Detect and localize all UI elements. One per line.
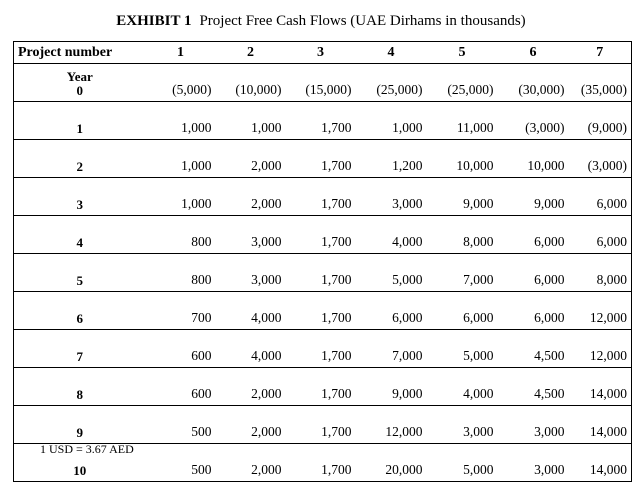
cash-flow-cell: 1,000 — [146, 102, 216, 140]
cash-flow-cell: 3,000 — [427, 406, 498, 444]
cash-flow-cell: (3,000) — [498, 102, 569, 140]
cash-flow-cell: 1,700 — [286, 140, 356, 178]
year-cell — [14, 254, 146, 292]
project-header-7: 7 — [569, 42, 632, 64]
year-cell — [14, 330, 146, 368]
cash-flow-cell: 1,000 — [356, 102, 427, 140]
cash-flow-cell: 1,700 — [286, 178, 356, 216]
cash-flow-cell: 14,000 — [569, 444, 632, 482]
cash-flow-table — [13, 41, 632, 482]
cash-flow-cell: 800 — [146, 216, 216, 254]
cash-flow-cell: 1,700 — [286, 368, 356, 406]
cash-flow-cell: 3,000 — [216, 216, 286, 254]
cash-flow-cell: 12,000 — [569, 330, 632, 368]
year-cell — [14, 216, 146, 254]
cash-flow-cell: 500 — [146, 444, 216, 482]
cash-flow-cell: 5,000 — [427, 444, 498, 482]
year-value: 3 — [76, 197, 83, 212]
cash-flow-cell: 3,000 — [216, 254, 286, 292]
cash-flow-cell: 6,000 — [427, 292, 498, 330]
year-cell — [14, 102, 146, 140]
project-header-3: 3 — [286, 42, 356, 64]
year-cell — [14, 292, 146, 330]
header-row — [14, 42, 632, 64]
cash-flow-cell: 6,000 — [569, 216, 632, 254]
cash-flow-cell: 2,000 — [216, 444, 286, 482]
exhibit-title — [0, 13, 642, 30]
year-value: 7 — [76, 349, 83, 364]
cash-flow-cell: (30,000) — [498, 64, 569, 102]
cash-flow-cell: 9,000 — [427, 178, 498, 216]
table-row — [14, 102, 632, 140]
cash-flow-cell: 14,000 — [569, 368, 632, 406]
cash-flow-cell: 1,200 — [356, 140, 427, 178]
cash-flow-cell: 12,000 — [569, 292, 632, 330]
cash-flow-cell: 2,000 — [216, 140, 286, 178]
cash-flow-cell: (25,000) — [356, 64, 427, 102]
cash-flow-cell: 5,000 — [356, 254, 427, 292]
exhibit-caption: Project Free Cash Flows (UAE Dirhams in thousands) — [199, 13, 526, 29]
year-value: 6 — [76, 311, 83, 326]
cash-flow-cell: 3,000 — [498, 406, 569, 444]
cash-flow-cell: 14,000 — [569, 406, 632, 444]
cash-flow-cell: 4,000 — [216, 292, 286, 330]
cash-flow-cell: 6,000 — [356, 292, 427, 330]
project-header-2: 2 — [216, 42, 286, 64]
cash-flow-cell: 12,000 — [356, 406, 427, 444]
table-row — [14, 330, 632, 368]
table-row — [14, 292, 632, 330]
cash-flow-cell: 1,700 — [286, 216, 356, 254]
cash-flow-cell: 9,000 — [498, 178, 569, 216]
cash-flow-cell: (5,000) — [146, 64, 216, 102]
table-row — [14, 178, 632, 216]
cash-flow-cell: 1,700 — [286, 330, 356, 368]
project-header-4: 4 — [356, 42, 427, 64]
cash-flow-cell: 1,700 — [286, 254, 356, 292]
cash-flow-cell: 2,000 — [216, 368, 286, 406]
year-cell — [14, 368, 146, 406]
cash-flow-cell: 600 — [146, 368, 216, 406]
cash-flow-cell: 1,000 — [146, 178, 216, 216]
year-header: Year — [66, 69, 93, 84]
cash-flow-cell: 2,000 — [216, 406, 286, 444]
cash-flow-cell: 20,000 — [356, 444, 427, 482]
cash-flow-cell: 4,000 — [356, 216, 427, 254]
cash-flow-cell: (10,000) — [216, 64, 286, 102]
cash-flow-cell: 4,000 — [216, 330, 286, 368]
cash-flow-cell: 4,500 — [498, 368, 569, 406]
cash-flow-cell: 1,700 — [286, 292, 356, 330]
cash-flow-cell: (3,000) — [569, 140, 632, 178]
cash-flow-cell: 500 — [146, 406, 216, 444]
table-row — [14, 140, 632, 178]
cash-flow-cell: 6,000 — [498, 292, 569, 330]
cash-flow-cell: 1,700 — [286, 102, 356, 140]
cash-flow-cell: 8,000 — [569, 254, 632, 292]
table-row — [14, 406, 632, 444]
year-value: 5 — [76, 273, 83, 288]
year-cell — [14, 178, 146, 216]
cash-flow-cell: 4,500 — [498, 330, 569, 368]
cash-flow-cell: 1,000 — [216, 102, 286, 140]
table-row — [14, 64, 632, 102]
cash-flow-cell: 7,000 — [356, 330, 427, 368]
cash-flow-cell: 10,000 — [498, 140, 569, 178]
year-value: 2 — [76, 159, 83, 174]
table-row — [14, 368, 632, 406]
project-header-5: 5 — [427, 42, 498, 64]
cash-flow-cell: 2,000 — [216, 178, 286, 216]
cash-flow-cell: 1,700 — [286, 444, 356, 482]
year-value: 0 — [76, 83, 83, 98]
cash-flow-cell: (25,000) — [427, 64, 498, 102]
cash-flow-cell: 8,000 — [427, 216, 498, 254]
cash-flow-cell: 6,000 — [498, 254, 569, 292]
year-cell — [14, 140, 146, 178]
cash-flow-cell: 3,000 — [356, 178, 427, 216]
cash-flow-cell: (35,000) — [569, 64, 632, 102]
cash-flow-cell: 700 — [146, 292, 216, 330]
cash-flow-cell: 7,000 — [427, 254, 498, 292]
project-header-6: 6 — [498, 42, 569, 64]
cash-flow-cell: 11,000 — [427, 102, 498, 140]
year-cell — [14, 406, 146, 444]
cash-flow-cell: 1,000 — [146, 140, 216, 178]
cash-flow-cell: (15,000) — [286, 64, 356, 102]
cash-flow-cell: (9,000) — [569, 102, 632, 140]
cash-flow-cell: 5,000 — [427, 330, 498, 368]
cash-flow-cell: 1,700 — [286, 406, 356, 444]
cash-flow-cell: 3,000 — [498, 444, 569, 482]
cash-flow-cell: 9,000 — [356, 368, 427, 406]
cash-flow-cell: 10,000 — [427, 140, 498, 178]
year-cell — [14, 64, 146, 102]
exchange-rate-note: 1 USD = 3.67 AED — [40, 442, 134, 456]
year-value: 10 — [73, 463, 87, 478]
table-row — [14, 254, 632, 292]
year-value: 8 — [76, 387, 83, 402]
project-number-header: Project number — [14, 42, 146, 64]
exhibit-label: EXHIBIT 1 — [116, 13, 192, 29]
table-row — [14, 216, 632, 254]
year-value: 1 — [76, 121, 83, 136]
cash-flow-cell: 6,000 — [569, 178, 632, 216]
cash-flow-cell: 600 — [146, 330, 216, 368]
year-value: 4 — [76, 235, 83, 250]
project-header-1: 1 — [146, 42, 216, 64]
cash-flow-cell: 4,000 — [427, 368, 498, 406]
cash-flow-cell: 800 — [146, 254, 216, 292]
year-value: 9 — [76, 425, 83, 440]
cash-flow-cell: 6,000 — [498, 216, 569, 254]
